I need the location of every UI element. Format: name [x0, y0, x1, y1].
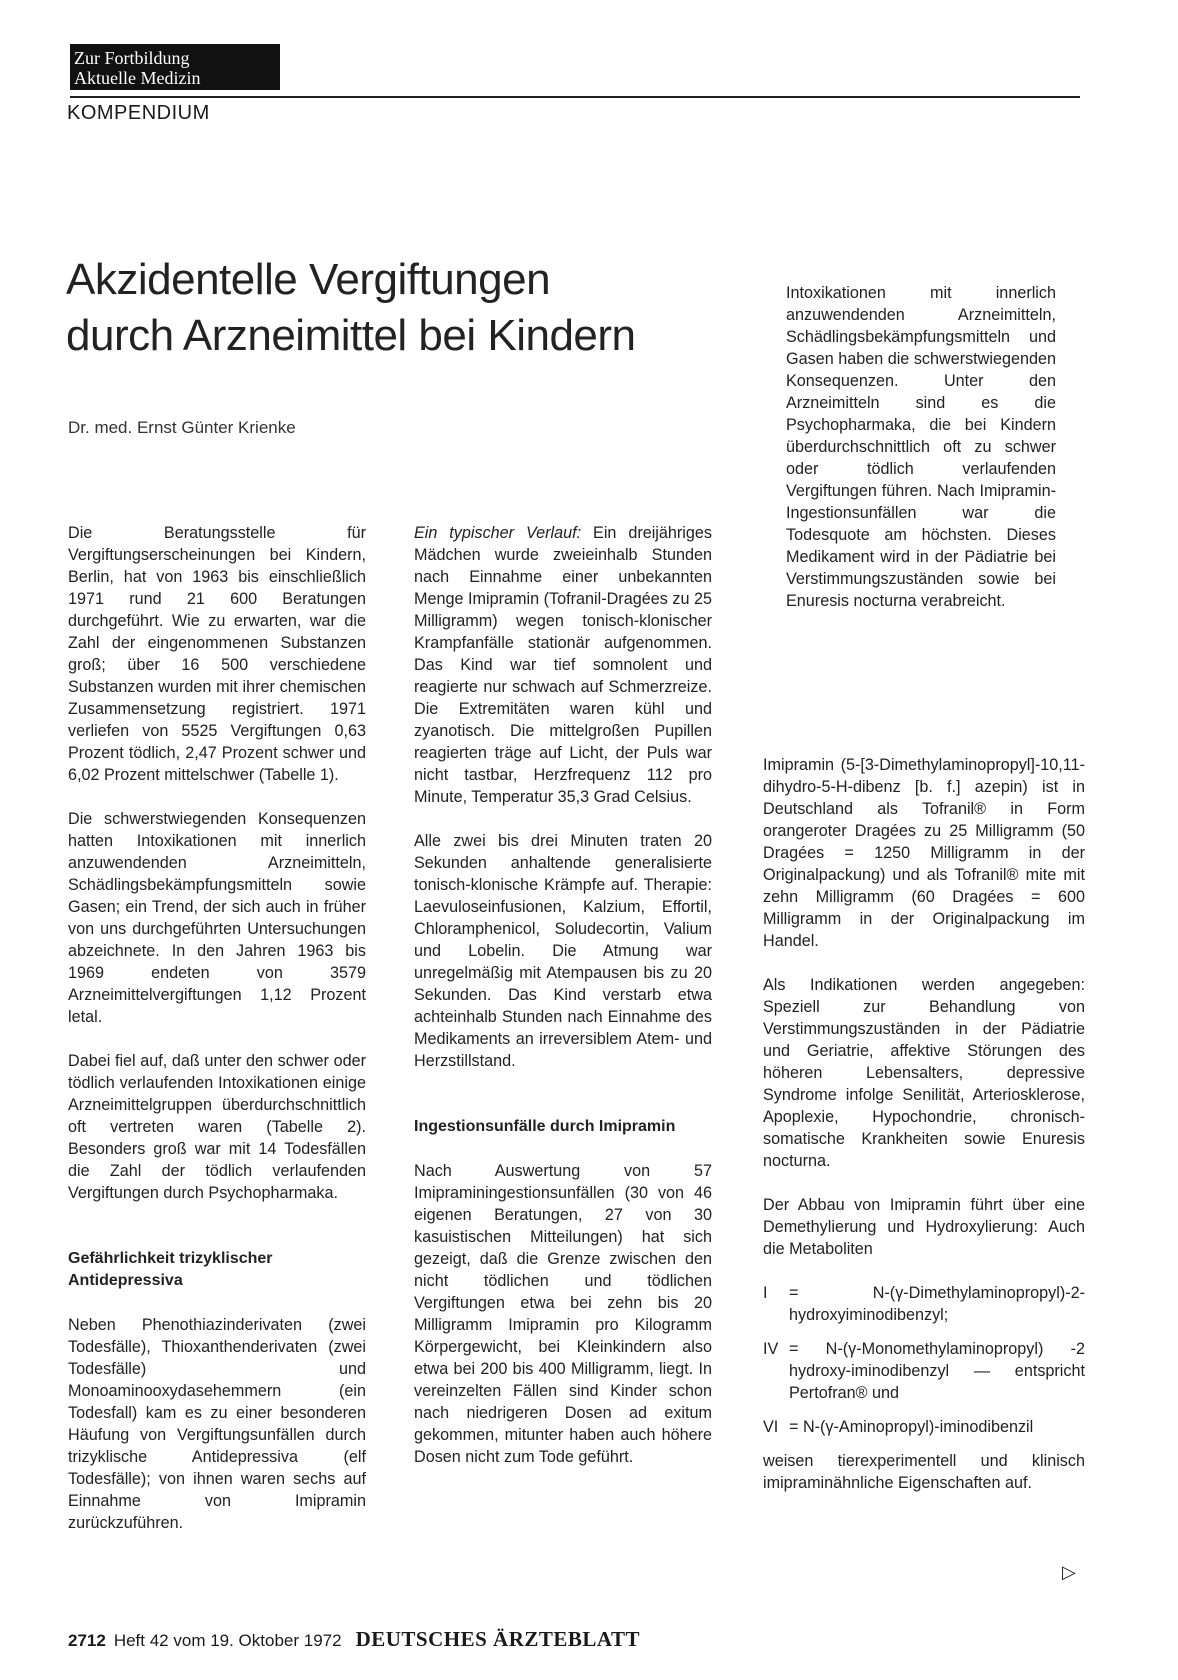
- category-label: KOMPENDIUM: [67, 102, 210, 124]
- continue-arrow-icon: ▷: [1062, 1562, 1076, 1583]
- paragraph: Dabei fiel auf, daß unter den schwer oder tödlich verlaufenden Intoxikationen einige Arzneimittelgruppen überdurchschnittlich oft vertreten waren (Tabelle 2). Besonders groß war mit 14 Todesfällen die Zahl der tödlich verlaufenden Vergiftungen durch Psychopharmaka.: [68, 1052, 366, 1202]
- author-line: Dr. med. Ernst Günter Krienke: [68, 418, 296, 437]
- page-number: 2712: [68, 1631, 106, 1650]
- paragraph: Als Indikationen werden angegeben: Speziell zur Behandlung von Verstimmungszuständen in der Pädiatrie und Geriatrie, affektive Störungen des höheren Lebensalters, depressive Syndrome infolge Senilität, Arteriosklerose, Apoplexie, Hypochondrie, chronisch-somatische Krankheiten sowie Enuresis nocturna.: [763, 976, 1085, 1170]
- header-rule: [70, 96, 1080, 98]
- paragraph: Die Beratungsstelle für Vergiftungserscheinungen bei Kindern, Berlin, hat von 1963 bis einschließlich 1971 rund 21 600 Beratungen durchgeführt. Wie zu erwarten, war die Zahl der eingenommenen Substanzen groß; über 16 500 verschiedene Substanzen wurden mit ihrer chemischen Zusammensetzung registriert. 1971 verliefen von 5525 Vergiftungen 0,63 Prozent tödlich, 2,47 Prozent schwer und 6,02 Prozent mittelschwer (Tabelle 1).: [68, 524, 366, 784]
- metabolite-formula: [763, 1282, 1085, 1326]
- paragraph-text: Ein dreijähriges Mädchen wurde zweieinhalb Stunden nach Einnahme einer unbekannten Menge Imipramin (Tofranil-Dragées zu 25 Milligramm) wegen tonisch-klonischer Krampfanfälle stationär aufgenommen. Das Kind war tief somnolent und reagierte nur schwach auf Schmerzreize. Die Extremitäten waren kühl und zyanotisch. Die mittelgroßen Pupillen reagierten träge auf Licht, der Puls war nicht tastbar, Herzfrequenz 112 pro Minute, Temperatur 35,3 Grad Celsius.: [414, 524, 712, 806]
- summary-paragraph: Intoxikationen mit innerlich anzuwendenden Arzneimitteln, Schädlingsbekämpfungsmitteln und Gasen haben die schwerstwiegenden Konsequenzen. Unter den Arzneimitteln sind es die Psychopharmaka, die bei Kindern überdurchschnittlich oft zu schwer oder tödlich verlaufenden Vergiftungen führen. Nach Imipramin-Ingestionsunfällen war die Todesquote am höchsten. Dieses Medikament wird in der Pädiatrie bei Verstimmungszuständen sowie bei Enuresis nocturna verabreicht.: [786, 284, 1056, 610]
- paragraph: Imipramin (5-[3-Dimethylaminopropyl]-10,11-dihydro-5-H-dibenz [b. f.] azepin) ist in Deutschland als Tofranil® in Form orangeroter Dragées zu 25 Milligramm (50 Dragées = 1250 Milligramm in der Originalpackung) und als Tofranil® mite mit zehn Milligramm (60 Dragées = 600 Milligramm in der Originalpackung im Handel.: [763, 756, 1085, 950]
- title-line-2: durch Arzneimittel bei Kindern: [66, 311, 636, 360]
- paragraph: Nach Auswertung von 57 Imipraminingestionsunfällen (30 von 46 eigenen Beratungen, 27 von 30 kasuistischen Mitteilungen) hat sich gezeigt, daß die Grenze zwischen den nicht tödlichen und tödlichen Vergiftungen etwa bei zehn bis 20 Milligramm Imipramin pro Kilogramm Körpergewicht, bei Kleinkindern also etwa bei 200 bis 400 Milligramm, liegt. In vereinzelten Fällen sind Kinder schon nach niedrigeren Dosen ad exitum gekommen, mitunter haben auch höhere Dosen nicht zum Tode geführt.: [414, 1162, 712, 1466]
- metabolite-formula: [763, 1416, 1085, 1438]
- formula-number: IV: [763, 1340, 779, 1358]
- title-line-1: Akzidentelle Vergiftungen: [66, 255, 551, 304]
- journal-name: DEUTSCHES ÄRZTEBLATT: [355, 1627, 641, 1651]
- column-2: [414, 522, 712, 1468]
- paragraph: [414, 522, 712, 808]
- column-3: [763, 754, 1085, 1494]
- page-footer: [68, 1627, 640, 1652]
- paragraph: Alle zwei bis drei Minuten traten 20 Sekunden anhaltende generalisierte tonisch-klonische Krämpfe auf. Therapie: Laevuloseinfusionen, Kalzium, Effortil, Chloramphenicol, Soludecortin, Valium und Lobelin. Die Atmung war unregelmäßig mit Atempausen bis zu 20 Sekunden. Das Kind verstarb etwa achteinhalb Stunden nach Einnahme des Medikaments an irreversiblem Atem- und Herzstillstand.: [414, 832, 712, 1070]
- heading-line-2: Antidepressiva: [68, 1272, 183, 1289]
- summary-box: [786, 282, 1056, 612]
- lead-in: Ein typischer Verlauf:: [414, 524, 582, 542]
- formula-text: = N-(γ-Monomethylaminopropyl) -2 hydroxy-iminodibenzyl — entspricht Pertofran® und: [789, 1340, 1085, 1402]
- section-label-line1: Zur Fortbildung: [74, 48, 190, 68]
- paragraph: weisen tierexperimentell und klinisch imipraminähnliche Eigenschaften auf.: [763, 1452, 1085, 1492]
- metabolite-formula: [763, 1338, 1085, 1404]
- section-label-line2: Aktuelle Medizin: [74, 68, 201, 88]
- paragraph: Die schwerstwiegenden Konsequenzen hatten Intoxikationen mit innerlich anzuwendenden Arzneimitteln, Schädlingsbekämpfungsmitteln sowie Gasen; ein Trend, der sich auch in früher von uns durchgeführten Untersuchungen abzeichnete. In den Jahren 1963 bis 1969 endeten von 3579 Arzneimittelvergiftungen 1,12 Prozent letal.: [68, 810, 366, 1026]
- section-label-box: [70, 44, 280, 90]
- section-heading: [68, 1248, 366, 1292]
- column-1: [68, 522, 366, 1534]
- issue-info: Heft 42 vom 19. Oktober 1972: [113, 1631, 342, 1650]
- paragraph: Neben Phenothiazinderivaten (zwei Todesfälle), Thioxanthenderivaten (zwei Todesfälle) und Monoaminooxydasehemmern (ein Todesfall) kam es zu einer besonderen Häufung von Vergiftungsunfällen durch trizyklische Antidepressiva (elf Todesfälle); von ihnen waren sechs auf Einnahme von Imipramin zurückzuführen.: [68, 1316, 366, 1532]
- article-title: [66, 252, 706, 364]
- section-heading: Ingestionsunfälle durch Imipramin: [414, 1118, 676, 1135]
- paragraph: Der Abbau von Imipramin führt über eine Demethylierung und Hydroxylierung: Auch die Metaboliten: [763, 1196, 1085, 1258]
- formula-text: = N-(γ-Aminopropyl)-iminodibenzil: [789, 1418, 1034, 1436]
- formula-number: I: [763, 1284, 768, 1302]
- formula-text: = N-(γ-Dimethylaminopropyl)-2-hydroxyiminodibenzyl;: [789, 1284, 1085, 1324]
- formula-number: VI: [763, 1418, 779, 1436]
- heading-line-1: Gefährlichkeit trizyklischer: [68, 1250, 273, 1267]
